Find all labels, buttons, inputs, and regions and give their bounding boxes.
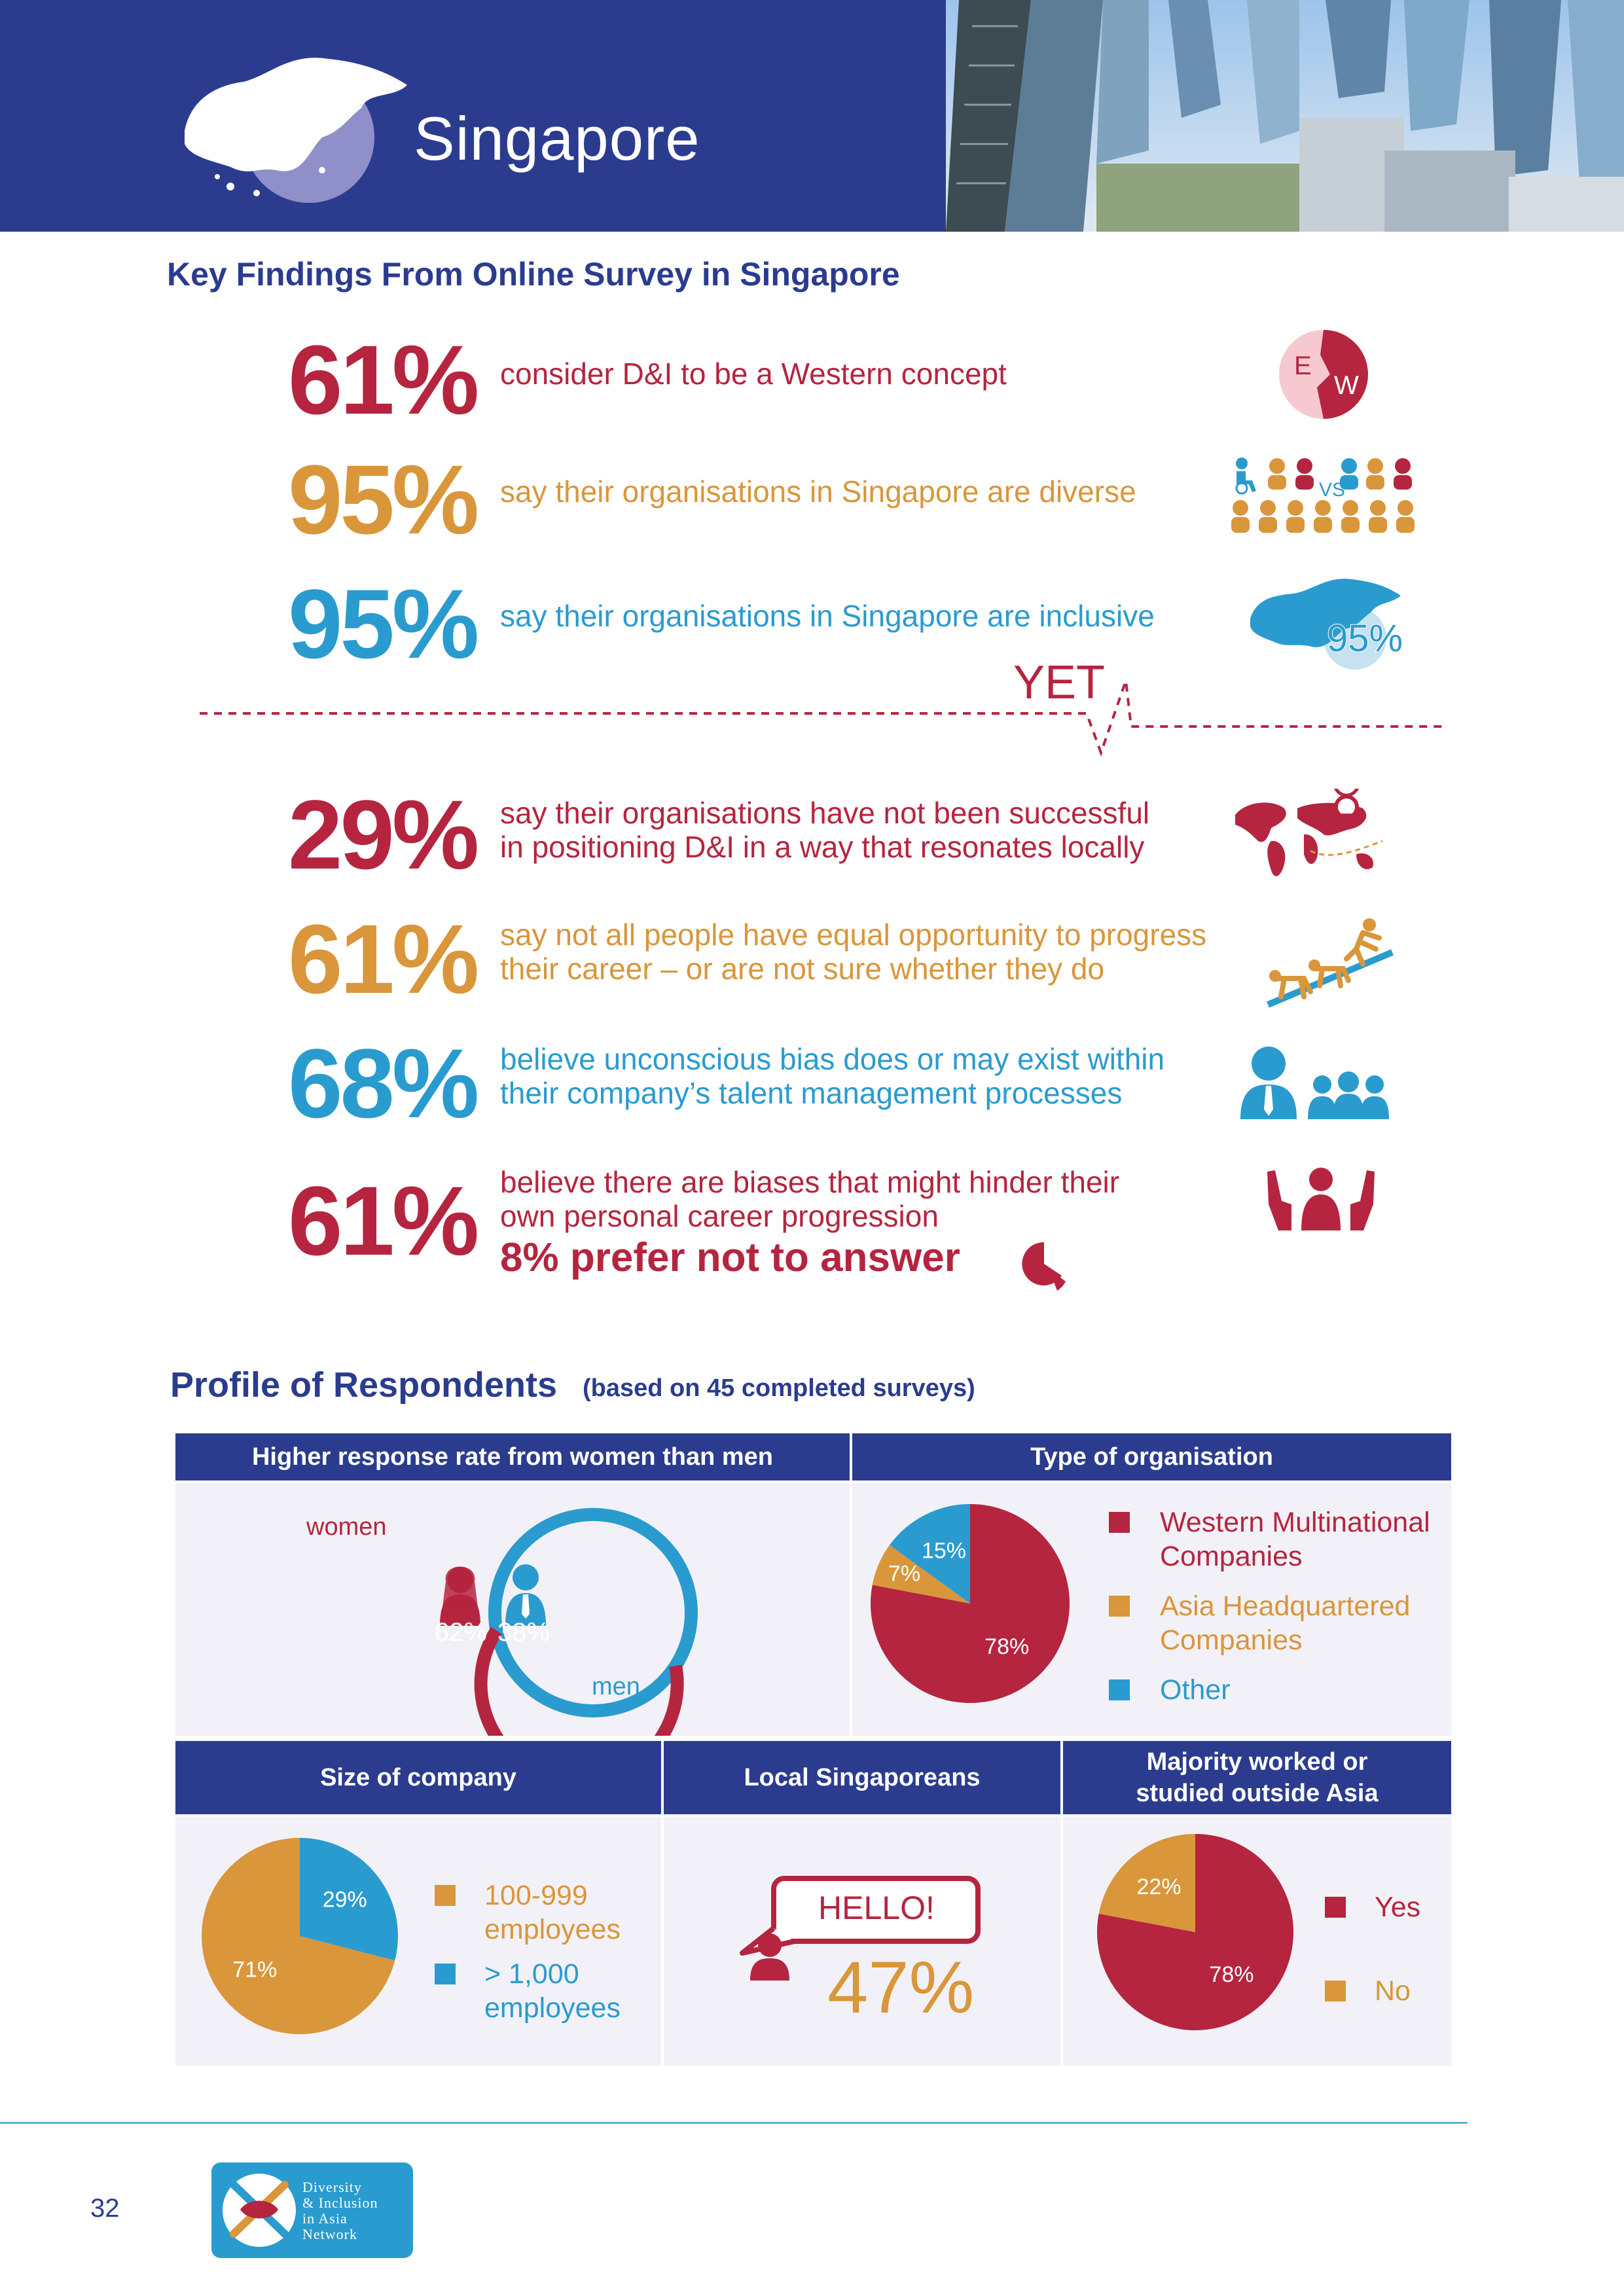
finding-text: own personal career progression xyxy=(500,1199,939,1233)
men-percent: 38% xyxy=(497,1618,550,1647)
gender-ring-chart xyxy=(175,1483,850,1736)
footer-rule xyxy=(0,2122,1468,2124)
finding-percent: 68% xyxy=(288,1028,477,1138)
outside-header-line1: Majority worked or xyxy=(1146,1748,1368,1776)
pie-label-0: 78% xyxy=(1209,1962,1254,1988)
outside-header-line2: studied outside Asia xyxy=(1136,1780,1379,1807)
finding-text: say their organisations in Singapore are inclusive xyxy=(500,599,1155,633)
legend-swatch-large xyxy=(435,1964,456,1984)
prefer-not-to-answer: 8% prefer not to answer xyxy=(500,1235,960,1280)
gender-panel xyxy=(175,1483,850,1736)
map-percent: 95% xyxy=(1327,617,1403,660)
outside-panel-header xyxy=(1063,1741,1451,1814)
finding-text: their company’s talent management processes xyxy=(500,1076,1123,1110)
east-west-icon xyxy=(1271,329,1376,420)
legend-small-line1: 100-999 xyxy=(484,1880,588,1911)
page-title: Singapore xyxy=(414,104,700,173)
finding-text: believe there are biases that might hinder their xyxy=(500,1165,1120,1199)
finding-text: consider D&I to be a Western concept xyxy=(500,357,1007,391)
legend-large-line1: > 1,000 xyxy=(484,1958,579,1990)
size-panel xyxy=(175,1817,661,2066)
finding-text: in positioning D&I in a way that resonates locally xyxy=(500,830,1145,864)
finding-text: say not all people have equal opportunity to progress xyxy=(500,918,1207,952)
gender-panel-header: Higher response rate from women than men xyxy=(175,1433,850,1480)
logo-line: & Inclusion xyxy=(302,2195,378,2211)
size-pie-chart xyxy=(175,1817,411,2066)
legend-asia-line1: Asia Headquartered xyxy=(1160,1590,1411,1622)
legend-no: No xyxy=(1375,1975,1411,2007)
legend-swatch-yes xyxy=(1325,1897,1346,1918)
finding-text: say their organisations have not been successful xyxy=(500,796,1150,830)
outside-panel xyxy=(1063,1817,1451,2066)
finding-percent: 95% xyxy=(288,444,477,554)
singapore-island-icon xyxy=(171,46,415,209)
pie-label-2: 15% xyxy=(921,1538,967,1564)
women-percent: 62% xyxy=(435,1618,488,1647)
logo-text xyxy=(302,2179,414,2242)
logo-line: Network xyxy=(302,2226,357,2242)
size-panel-header: Size of company xyxy=(175,1741,661,1814)
legend-large-line2: employees xyxy=(484,1992,621,2024)
profile-title: Profile of Respondents xyxy=(170,1365,558,1405)
finding-text: believe unconscious bias does or may exist within xyxy=(500,1042,1165,1076)
pie-label-1: 7% xyxy=(888,1561,921,1587)
finding-percent: 95% xyxy=(288,569,477,679)
logo-emblem-icon xyxy=(221,2172,298,2249)
logo-line: Diversity xyxy=(302,2179,362,2195)
legend-western-line2: Companies xyxy=(1160,1541,1303,1572)
diverse-people-icon xyxy=(1227,452,1417,537)
finding-percent: 61% xyxy=(288,1166,477,1276)
man-icon xyxy=(513,1564,539,1590)
outside-pie-chart xyxy=(1063,1817,1299,2066)
org-pie-chart xyxy=(852,1483,1088,1736)
legend-swatch-western xyxy=(1109,1512,1130,1533)
finding-percent: 61% xyxy=(288,325,477,435)
legend-swatch-asia xyxy=(1109,1596,1130,1617)
city-skyline-photo xyxy=(933,0,1624,232)
dashed-divider xyxy=(196,674,1447,759)
men-label: men xyxy=(592,1673,640,1700)
legend-swatch-no xyxy=(1325,1981,1346,2001)
org-panel xyxy=(852,1483,1451,1736)
legend-swatch-other xyxy=(1109,1679,1130,1700)
small-pie-icon xyxy=(1021,1234,1070,1293)
org-panel-header: Type of organisation xyxy=(852,1433,1451,1480)
local-percent: 47% xyxy=(827,1946,975,2028)
yet-label: YET xyxy=(1013,656,1106,709)
finding-percent: 61% xyxy=(288,904,477,1014)
women-label: women xyxy=(306,1513,387,1541)
legend-small-line2: employees xyxy=(484,1914,621,1945)
legend-yes: Yes xyxy=(1375,1892,1421,1923)
raised-hands-icon xyxy=(1262,1165,1380,1237)
pie-label-1: 22% xyxy=(1136,1874,1182,1899)
legend-swatch-small xyxy=(435,1885,456,1906)
finding-percent: 29% xyxy=(288,780,477,889)
pie-label-0: 78% xyxy=(984,1634,1030,1659)
profile-subtitle: (based on 45 completed surveys) xyxy=(583,1374,975,1402)
singapore-map-icon xyxy=(1247,573,1417,671)
local-panel-header: Local Singaporeans xyxy=(664,1741,1060,1814)
finding-text: their career – or are not sure whether they do xyxy=(500,952,1105,986)
legend-other: Other xyxy=(1160,1674,1231,1706)
finding-text: say their organisations in Singapore are diverse xyxy=(500,475,1136,509)
vs-label: VS xyxy=(1319,479,1346,501)
person-icon xyxy=(758,1933,782,1957)
manager-team-icon xyxy=(1237,1044,1394,1122)
local-panel xyxy=(664,1817,1060,2066)
logo-line: in Asia xyxy=(302,2210,348,2227)
world-map-pin-icon xyxy=(1232,789,1396,887)
pie-label-0: 71% xyxy=(232,1957,278,1982)
pie-label-1: 29% xyxy=(322,1887,367,1912)
west-letter: W xyxy=(1334,371,1359,400)
east-letter: E xyxy=(1294,351,1312,380)
career-race-icon xyxy=(1265,913,1396,1011)
page-number: 32 xyxy=(90,2194,120,2223)
legend-western-line1: Western Multinational xyxy=(1160,1507,1430,1538)
page-header xyxy=(0,0,1624,232)
hello-text: HELLO! xyxy=(818,1890,935,1926)
legend-asia-line2: Companies xyxy=(1160,1624,1303,1656)
findings-title: Key Findings From Online Survey in Singapore xyxy=(167,256,900,293)
